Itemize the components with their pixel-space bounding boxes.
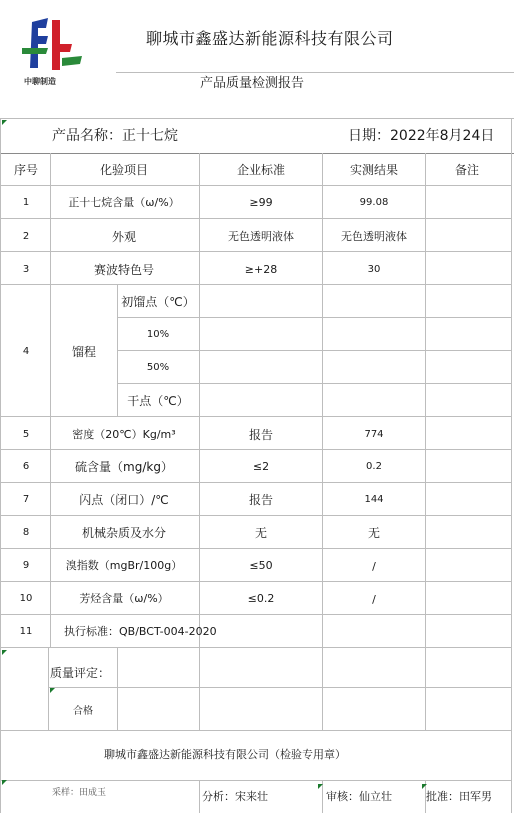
row-10-no: 10 bbox=[19, 593, 33, 604]
row-2-result: 无色透明液体 bbox=[341, 230, 407, 243]
row-4-sub-10: 10% bbox=[146, 329, 170, 340]
row-8-result: 无 bbox=[367, 526, 381, 540]
row-3-result: 30 bbox=[367, 264, 381, 275]
row-1-result: 99.08 bbox=[359, 197, 389, 208]
col-header-result: 实测结果 bbox=[349, 163, 399, 177]
grid-line bbox=[0, 548, 511, 549]
grid-line bbox=[117, 317, 511, 318]
grid-line bbox=[117, 383, 511, 384]
row-7-result: 144 bbox=[364, 494, 384, 505]
col-header-notes: 备注 bbox=[454, 163, 480, 177]
row-5-result: 774 bbox=[364, 429, 384, 440]
reviewer: 审核：仙立壮 bbox=[326, 790, 392, 803]
row-1-item: 正十七烷含量（ω/%） bbox=[68, 196, 180, 209]
product-name: 产品名称：正十七烷 bbox=[52, 128, 178, 144]
grid-line bbox=[199, 647, 200, 730]
row-2-standard: 无色透明液体 bbox=[228, 230, 294, 243]
grid-line bbox=[0, 730, 511, 731]
row-4-sub-final: 干点（℃） bbox=[127, 394, 189, 408]
row-6-no: 6 bbox=[22, 461, 30, 472]
row-5-no: 5 bbox=[22, 429, 30, 440]
grid-line bbox=[511, 118, 512, 813]
grid-line bbox=[0, 515, 511, 516]
row-10-result: / bbox=[372, 593, 376, 606]
grid-line bbox=[0, 449, 511, 450]
row-7-no: 7 bbox=[22, 494, 30, 505]
logo-caption: 中聊制造 bbox=[24, 77, 56, 86]
grid-line bbox=[0, 780, 511, 781]
row-10-standard: ≤0.2 bbox=[247, 592, 275, 605]
row-11-no: 11 bbox=[19, 626, 33, 637]
row-11-standard-ref: 执行标准：QB/BCT-004-2020 bbox=[64, 625, 217, 638]
row-4-no: 4 bbox=[22, 346, 30, 357]
col-header-item: 化验项目 bbox=[99, 163, 149, 177]
grid-line bbox=[0, 118, 1, 813]
grid-line bbox=[322, 647, 323, 730]
quality-value: 合格 bbox=[73, 706, 93, 717]
row-8-no: 8 bbox=[22, 527, 30, 538]
grid-line bbox=[0, 284, 511, 285]
row-7-item: 闪点（闭口）/℃ bbox=[79, 493, 169, 507]
row-8-item: 机械杂质及水分 bbox=[81, 526, 167, 540]
row-6-result: 0.2 bbox=[366, 461, 382, 472]
grid-line bbox=[117, 284, 118, 416]
quality-label: 质量评定： bbox=[50, 666, 111, 680]
row-9-standard: ≤50 bbox=[249, 559, 273, 572]
grid-line bbox=[0, 482, 511, 483]
row-2-item: 外观 bbox=[111, 230, 137, 244]
row-8-standard: 无 bbox=[254, 526, 268, 540]
row-6-standard: ≤2 bbox=[252, 460, 270, 473]
approver: 批准：田军男 bbox=[426, 790, 492, 803]
col-header-standard: 企业标准 bbox=[236, 163, 286, 177]
sampler: 采样：田成玉 bbox=[52, 788, 107, 798]
inspection-stamp-text: 聊城市鑫盛达新能源科技有限公司（检验专用章） bbox=[104, 748, 346, 761]
row-2-no: 2 bbox=[22, 231, 30, 242]
row-4-item: 馏程 bbox=[71, 345, 97, 359]
col-header-no: 序号 bbox=[13, 163, 39, 177]
grid-line bbox=[117, 350, 511, 351]
grid-line bbox=[199, 153, 200, 647]
grid-line bbox=[199, 780, 200, 813]
row-1-no: 1 bbox=[22, 197, 30, 208]
report-title: 产品质量检测报告 bbox=[200, 76, 305, 91]
grid-line bbox=[50, 153, 51, 647]
row-3-standard: ≥+28 bbox=[244, 263, 278, 276]
grid-line bbox=[322, 153, 323, 647]
grid-line bbox=[0, 581, 511, 582]
grid-line bbox=[0, 251, 511, 252]
report-date: 日期：2022年8月24日 bbox=[348, 128, 495, 144]
row-9-item: 溴指数（mgBr/100g） bbox=[65, 559, 183, 572]
row-3-no: 3 bbox=[22, 264, 30, 275]
grid-line bbox=[0, 416, 511, 417]
grid-line bbox=[425, 647, 426, 730]
row-9-no: 9 bbox=[22, 560, 30, 571]
row-6-item: 硫含量（mg/kg） bbox=[75, 460, 173, 474]
row-5-item: 密度（20℃）Kg/m³ bbox=[72, 428, 176, 441]
row-3-item: 赛波特色号 bbox=[93, 263, 155, 277]
company-name: 聊城市鑫盛达新能源科技有限公司 bbox=[146, 29, 394, 48]
row-4-sub-initial: 初馏点（℃） bbox=[121, 295, 195, 309]
grid-line bbox=[0, 614, 511, 615]
row-7-standard: 报告 bbox=[248, 493, 274, 507]
row-4-sub-50: 50% bbox=[146, 362, 170, 373]
grid-line bbox=[0, 218, 511, 219]
company-logo bbox=[18, 14, 88, 86]
grid-line bbox=[425, 153, 426, 647]
grid-line bbox=[117, 647, 118, 730]
grid-line bbox=[0, 185, 511, 186]
grid-line bbox=[48, 647, 49, 730]
row-10-item: 芳烃含量（ω/%） bbox=[79, 592, 169, 605]
row-9-result: / bbox=[372, 560, 376, 573]
grid-line bbox=[0, 647, 511, 648]
row-5-standard: 报告 bbox=[248, 428, 274, 442]
analyst: 分析：宋来壮 bbox=[202, 790, 268, 803]
row-1-standard: ≥99 bbox=[249, 196, 273, 209]
